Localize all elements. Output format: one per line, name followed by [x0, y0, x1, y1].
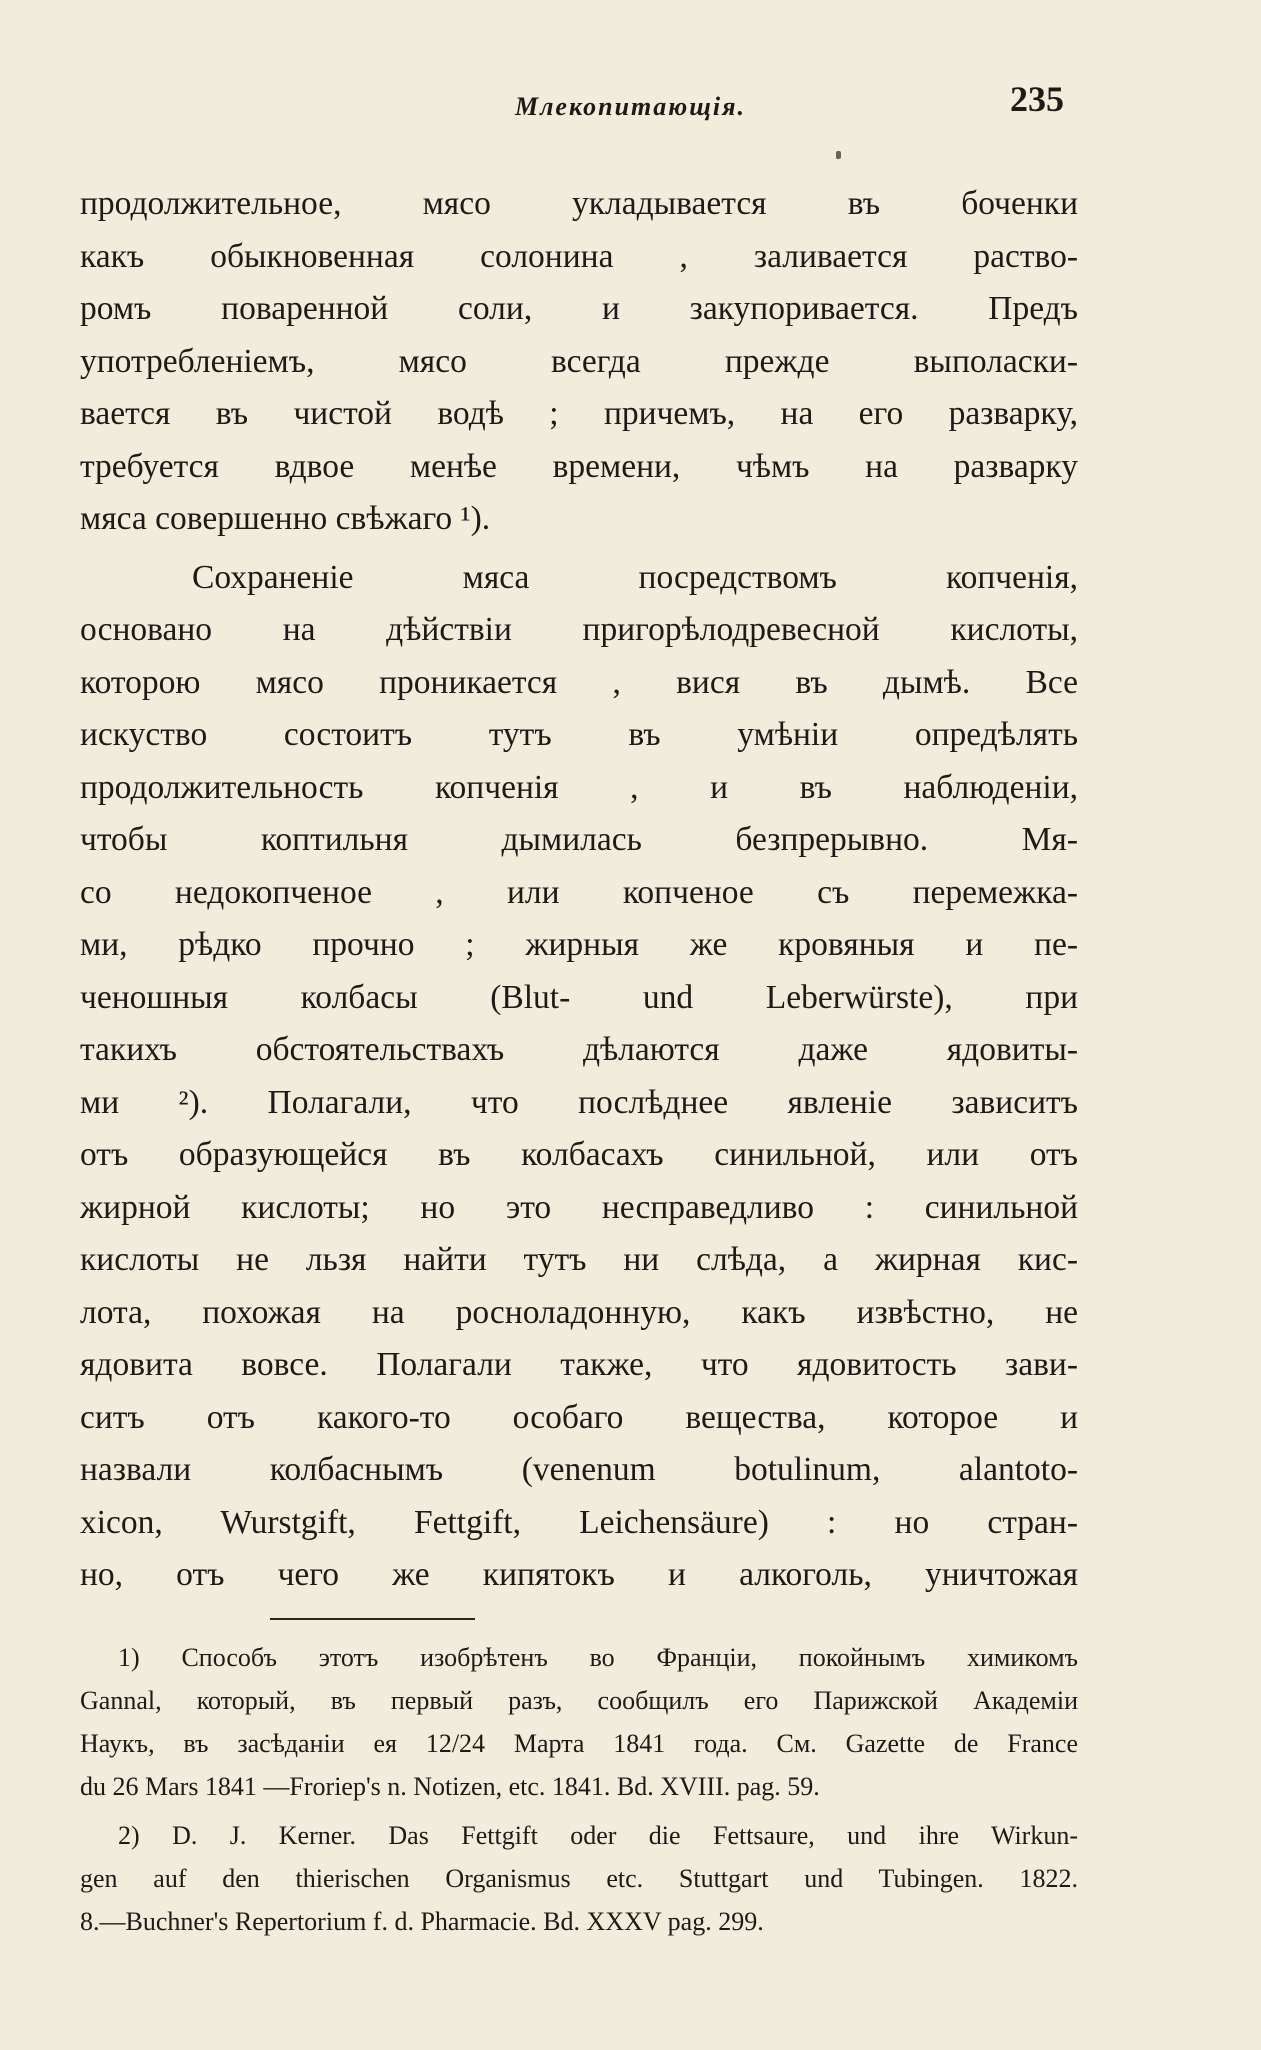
text-line: но, отъ чего же кипятокъ и алкоголь, уничтожая	[80, 1556, 1078, 1593]
text-line: чтобы коптильня дымилась безпрерывно. Мя-	[80, 821, 1078, 858]
footnote-line: du 26 Mars 1841 —Froriep's n. Notizen, etc. 1841. Bd. XVIII. pag. 59.	[80, 1772, 820, 1801]
text-line: ми ²). Полагали, что послѣднее явленіе зависитъ	[80, 1083, 1078, 1121]
ink-speck	[836, 151, 841, 159]
text-line: кислоты не льзя найти тутъ ни слѣда, а жирная кис-	[80, 1241, 1078, 1278]
footnote-line: Gannal, который, въ первый разъ, сообщилъ его Парижской Академіи	[80, 1686, 1078, 1715]
text-line: ромъ поваренной соли, и закупоривается. Предъ	[80, 290, 1078, 327]
text-line: которою мясо проникается , вися въ дымѣ. Все	[80, 663, 1078, 701]
footnote-divider	[270, 1618, 475, 1620]
text-line: искуство состоитъ тутъ въ умѣніи опредѣлять	[80, 716, 1078, 753]
text-line: ситъ отъ какого-то особаго вещества, которое и	[80, 1398, 1078, 1436]
text-line: ядовита вовсе. Полагали также, что ядовитость зави-	[80, 1346, 1078, 1383]
text-line: Сохраненіе мяса посредствомъ копченія,	[192, 558, 1078, 596]
text-line: продолжительность копченія , и въ наблюденіи,	[80, 768, 1078, 806]
text-line: жирной кислоты; но это несправедливо : синильной	[80, 1188, 1078, 1226]
text-line: такихъ обстоятельствахъ дѣлаются даже ядовиты-	[80, 1031, 1078, 1068]
footnote-line: gen auf den thierischen Organismus etc. Stuttgart und Tubingen. 1822.	[80, 1864, 1078, 1893]
text-line: какъ обыкновенная солонина , заливается раство-	[80, 237, 1078, 275]
footnote-line: 2) D. J. Kerner. Das Fettgift oder die Fettsaure, und ihre Wirkun-	[118, 1821, 1078, 1850]
text-line: со недокопченое , или копченое съ перемежка-	[80, 873, 1078, 911]
text-line: ми, рѣдко прочно ; жирныя же кровяныя и пе-	[80, 926, 1078, 963]
footnote-line: 8.—Buchner's Repertorium f. d. Pharmacie. Bd. XXXV pag. 299.	[80, 1907, 764, 1936]
footnotes	[80, 1636, 1078, 1943]
paragraph-2	[80, 552, 1078, 1602]
running-title: Млекопитающія.	[514, 92, 747, 121]
text-line: продолжительное, мясо укладывается въ боченки	[80, 185, 1078, 222]
footnote-line: 1) Способъ этотъ изобрѣтенъ во Франціи, покойнымъ химикомъ	[118, 1643, 1078, 1672]
text-line: отъ образующейся въ колбасахъ синильной, или отъ	[80, 1136, 1078, 1173]
text-line: мяса совершенно свѣжаго ¹).	[80, 500, 491, 537]
text-line: назвали колбаснымъ (venenum botulinum, alantoto-	[80, 1451, 1078, 1488]
footnote-2	[80, 1814, 1078, 1943]
paragraph-1	[80, 178, 1078, 546]
text-line: основано на дѣйствіи пригорѣлодревесной кислоты,	[80, 611, 1078, 648]
text-line: употребленіемъ, мясо всегда прежде выполаски-	[80, 342, 1078, 380]
footnote-line: Наукъ, въ засѣданіи ея 12/24 Марта 1841 года. См. Gazette de France	[80, 1729, 1078, 1758]
text-line: вается въ чистой водѣ ; причемъ, на его разварку,	[80, 395, 1078, 432]
text-line: требуется вдвое менѣе времени, чѣмъ на разварку	[80, 447, 1078, 485]
main-text	[80, 178, 1078, 1602]
footnote-1	[80, 1636, 1078, 1808]
page-number: 235	[1010, 79, 1064, 119]
text-line: ченошныя колбасы (Blut- und Leberwürste), при	[80, 978, 1078, 1016]
text-line: лота, похожая на росноладонную, какъ извѣстно, не	[80, 1293, 1078, 1331]
text-line: xicon, Wurstgift, Fettgift, Leichensäure) : но стран-	[80, 1503, 1078, 1541]
